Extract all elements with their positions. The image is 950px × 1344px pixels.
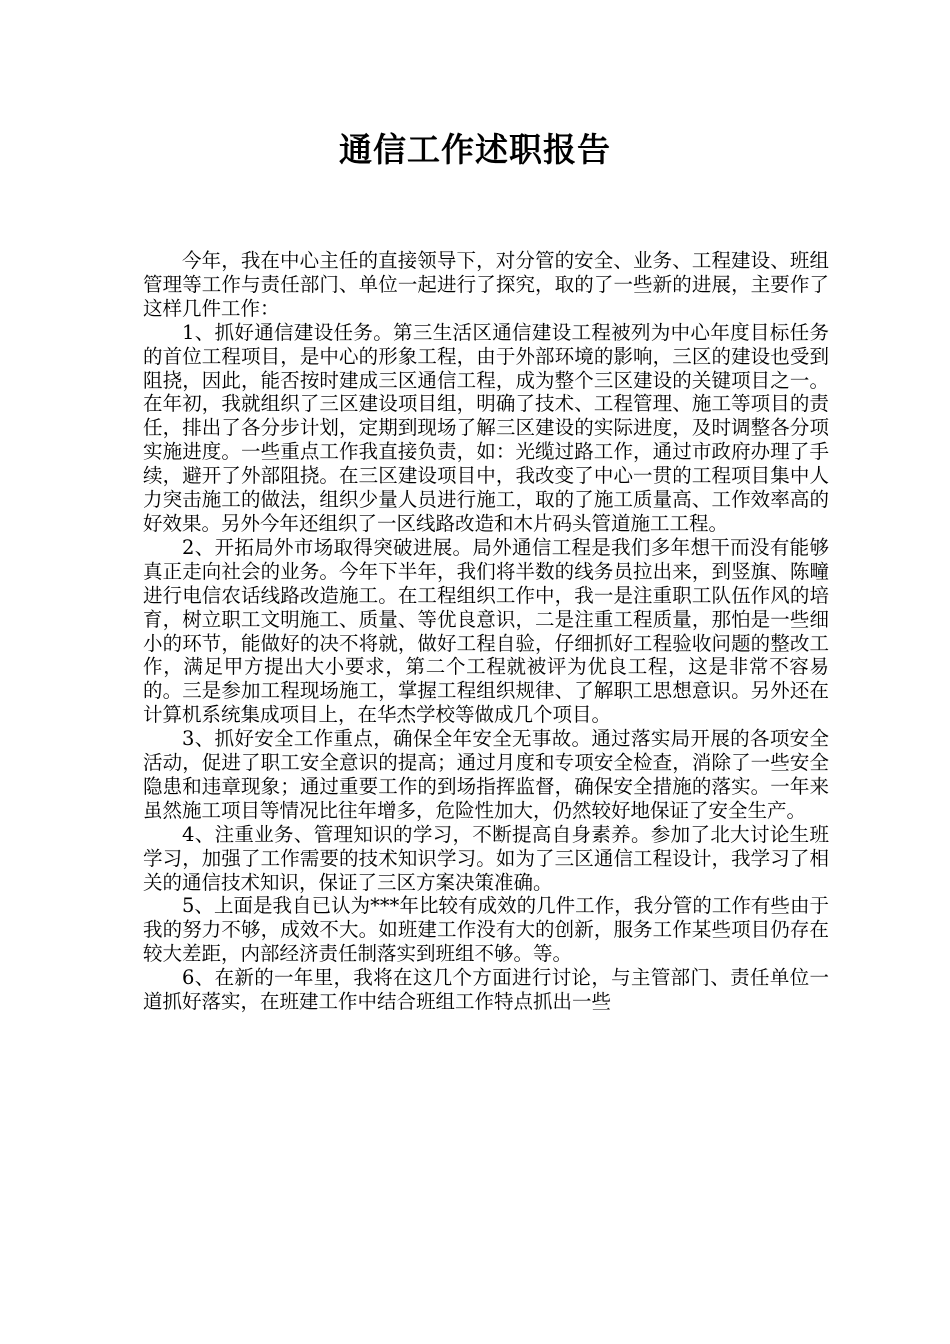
paragraph-item-4: 4、注重业务、管理知识的学习，不断提高自身素养。参加了北大讨论生班学习，加强了工作需要的技术知识学习。如为了三区通信工程设计，我学习了相关的通信技术知识，保证了三区方案决策准确。 [143, 822, 829, 894]
paragraph-item-2: 2、开拓局外市场取得突破进展。局外通信工程是我们多年想干而没有能够真正走向社会的业务。今年下半年，我们将半数的线务员拉出来，到竖旗、陈疃进行电信农话线路改造施工。在工程组织工作中，我一是注重职工队伍作风的培育，树立职工文明施工、质量、等优良意识，二是注重工程质量，那怕是一些细小的环节，能做好的决不将就，做好工程自验，仔细抓好工程验收问题的整改工作，满足甲方提出大小要求，第二个工程就被评为优良工程，这是非常不容易的。三是参加工程现场施工，掌握工程组织规律、了解职工思想意识。另外还在计算机系统集成项目上，在华杰学校等做成几个项目。 [143, 535, 829, 727]
document-body [143, 249, 829, 1014]
paragraph-item-1: 1、抓好通信建设任务。第三生活区通信建设工程被列为中心年度目标任务的首位工程项目，是中心的形象工程，由于外部环境的影响，三区的建设也受到阻挠，因此，能否按时建成三区通信工程，成为整个三区建设的关键项目之一。在年初，我就组织了三区建设项目组，明确了技术、工程管理、施工等项目的责任，排出了各分步计划，定期到现场了解三区建设的实际进度，及时调整各分项实施进度。一些重点工作我直接负责，如：光缆过路工作，通过市政府办理了手续，避开了外部阻挠。在三区建设项目中，我改变了中心一贯的工程项目集中人力突击施工的做法，组织少量人员进行施工，取的了施工质量高、工作效率高的好效果。另外今年还组织了一区线路改造和木片码头管道施工工程。 [143, 320, 829, 535]
paragraph-item-6: 6、在新的一年里，我将在这几个方面进行讨论，与主管部门、责任单位一道抓好落实，在班建工作中结合班组工作特点抓出一些 [143, 966, 829, 1014]
paragraph-intro: 今年，我在中心主任的直接领导下，对分管的安全、业务、工程建设、班组管理等工作与责任部门、单位一起进行了探究，取的了一些新的进展，主要作了这样几件工作： [143, 249, 829, 320]
paragraph-item-3: 3、抓好安全工作重点，确保全年安全无事故。通过落实局开展的各项安全活动，促进了职工安全意识的提高；通过月度和专项安全检查，消除了一些安全隐患和违章现象；通过重要工作的到场指挥监督，确保安全措施的落实。一年来虽然施工项目等情况比往年增多，危险性加大，仍然较好地保证了安全生产。 [143, 727, 829, 822]
document-title: 通信工作述职报告 [339, 130, 611, 169]
paragraph-item-5: 5、上面是我自已认为***年比较有成效的几件工作，我分管的工作有些由于我的努力不够，成效不大。如班建工作没有大的创新，服务工作某些项目仍存在较大差距，内部经济责任制落实到班组不够。等。 [143, 894, 829, 966]
